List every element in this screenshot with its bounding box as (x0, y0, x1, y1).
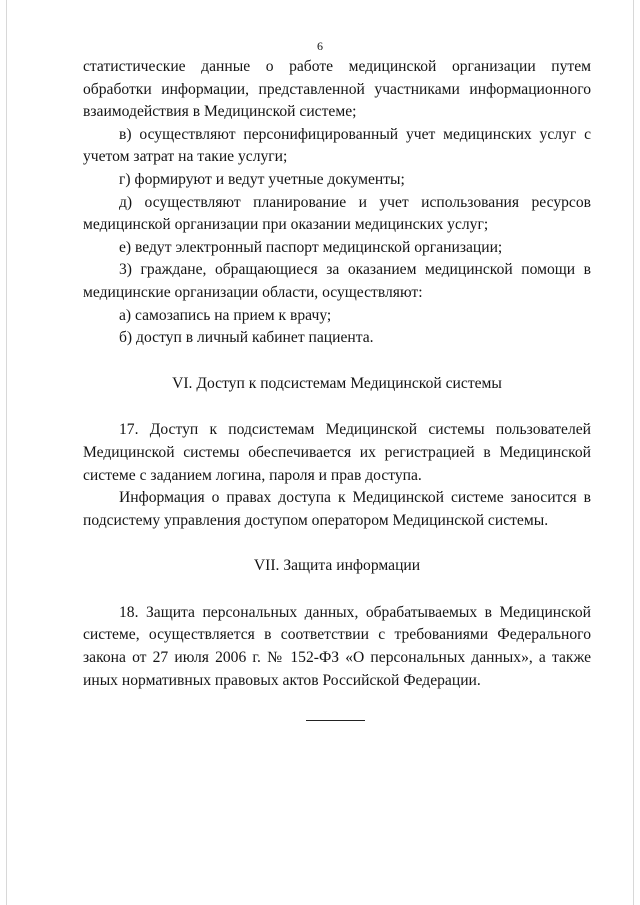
page-number: 6 (317, 39, 323, 53)
scan-edge-right (633, 0, 634, 905)
closing-rule (306, 720, 365, 721)
paragraph-continuation: статистические данные о работе медицинской организации путем обработки информации, представленной участниками информационного взаимодействия в Медицинской системе; (83, 58, 591, 121)
paragraph-access-info: Информация о правах доступа к Медицинской системе заносится в подсистему управления доступом оператором Медицинской системы. (83, 489, 591, 529)
list-item-v: в) осуществляют персонифицированный учет медицинских услуг с учетом затрат на такие услуги; (83, 125, 591, 166)
list-item-g: г) формируют и ведут учетные документы; (119, 170, 405, 188)
list-item-e: е) ведут электронный паспорт медицинской организации; (119, 238, 503, 256)
scan-edge-left (6, 0, 7, 905)
section-heading-vi: VI. Доступ к подсистемам Медицинской системы (172, 374, 502, 392)
list-item-b: б) доступ в личный кабинет пациента. (119, 329, 374, 347)
paragraph-18: 18. Защита персональных данных, обрабатываемых в Медицинской системе, осуществляется в соответствии с требованиями Федерального закона от 27 июля 2006 г. № 152-ФЗ «О персональных данных», а также иных нормативных правовых актов Российской Федерации. (83, 603, 591, 689)
list-item-a: а) самозапись на прием к врачу; (119, 306, 332, 324)
list-item-d: д) осуществляют планирование и учет использования ресурсов медицинской организации при оказании медицинских услуг; (83, 193, 591, 234)
paragraph-17: 17. Доступ к подсистемам Медицинской системы пользователей Медицинской системы обеспечивается их регистрацией в Медицинской системе с заданием логина, пароля и прав доступа. (83, 421, 591, 484)
document-body (83, 56, 591, 692)
section-heading-vii: VII. Защита информации (253, 557, 421, 575)
list-item-3: 3) граждане, обращающиеся за оказанием медицинской помощи в медицинские организации области, осуществляют: (83, 261, 591, 301)
